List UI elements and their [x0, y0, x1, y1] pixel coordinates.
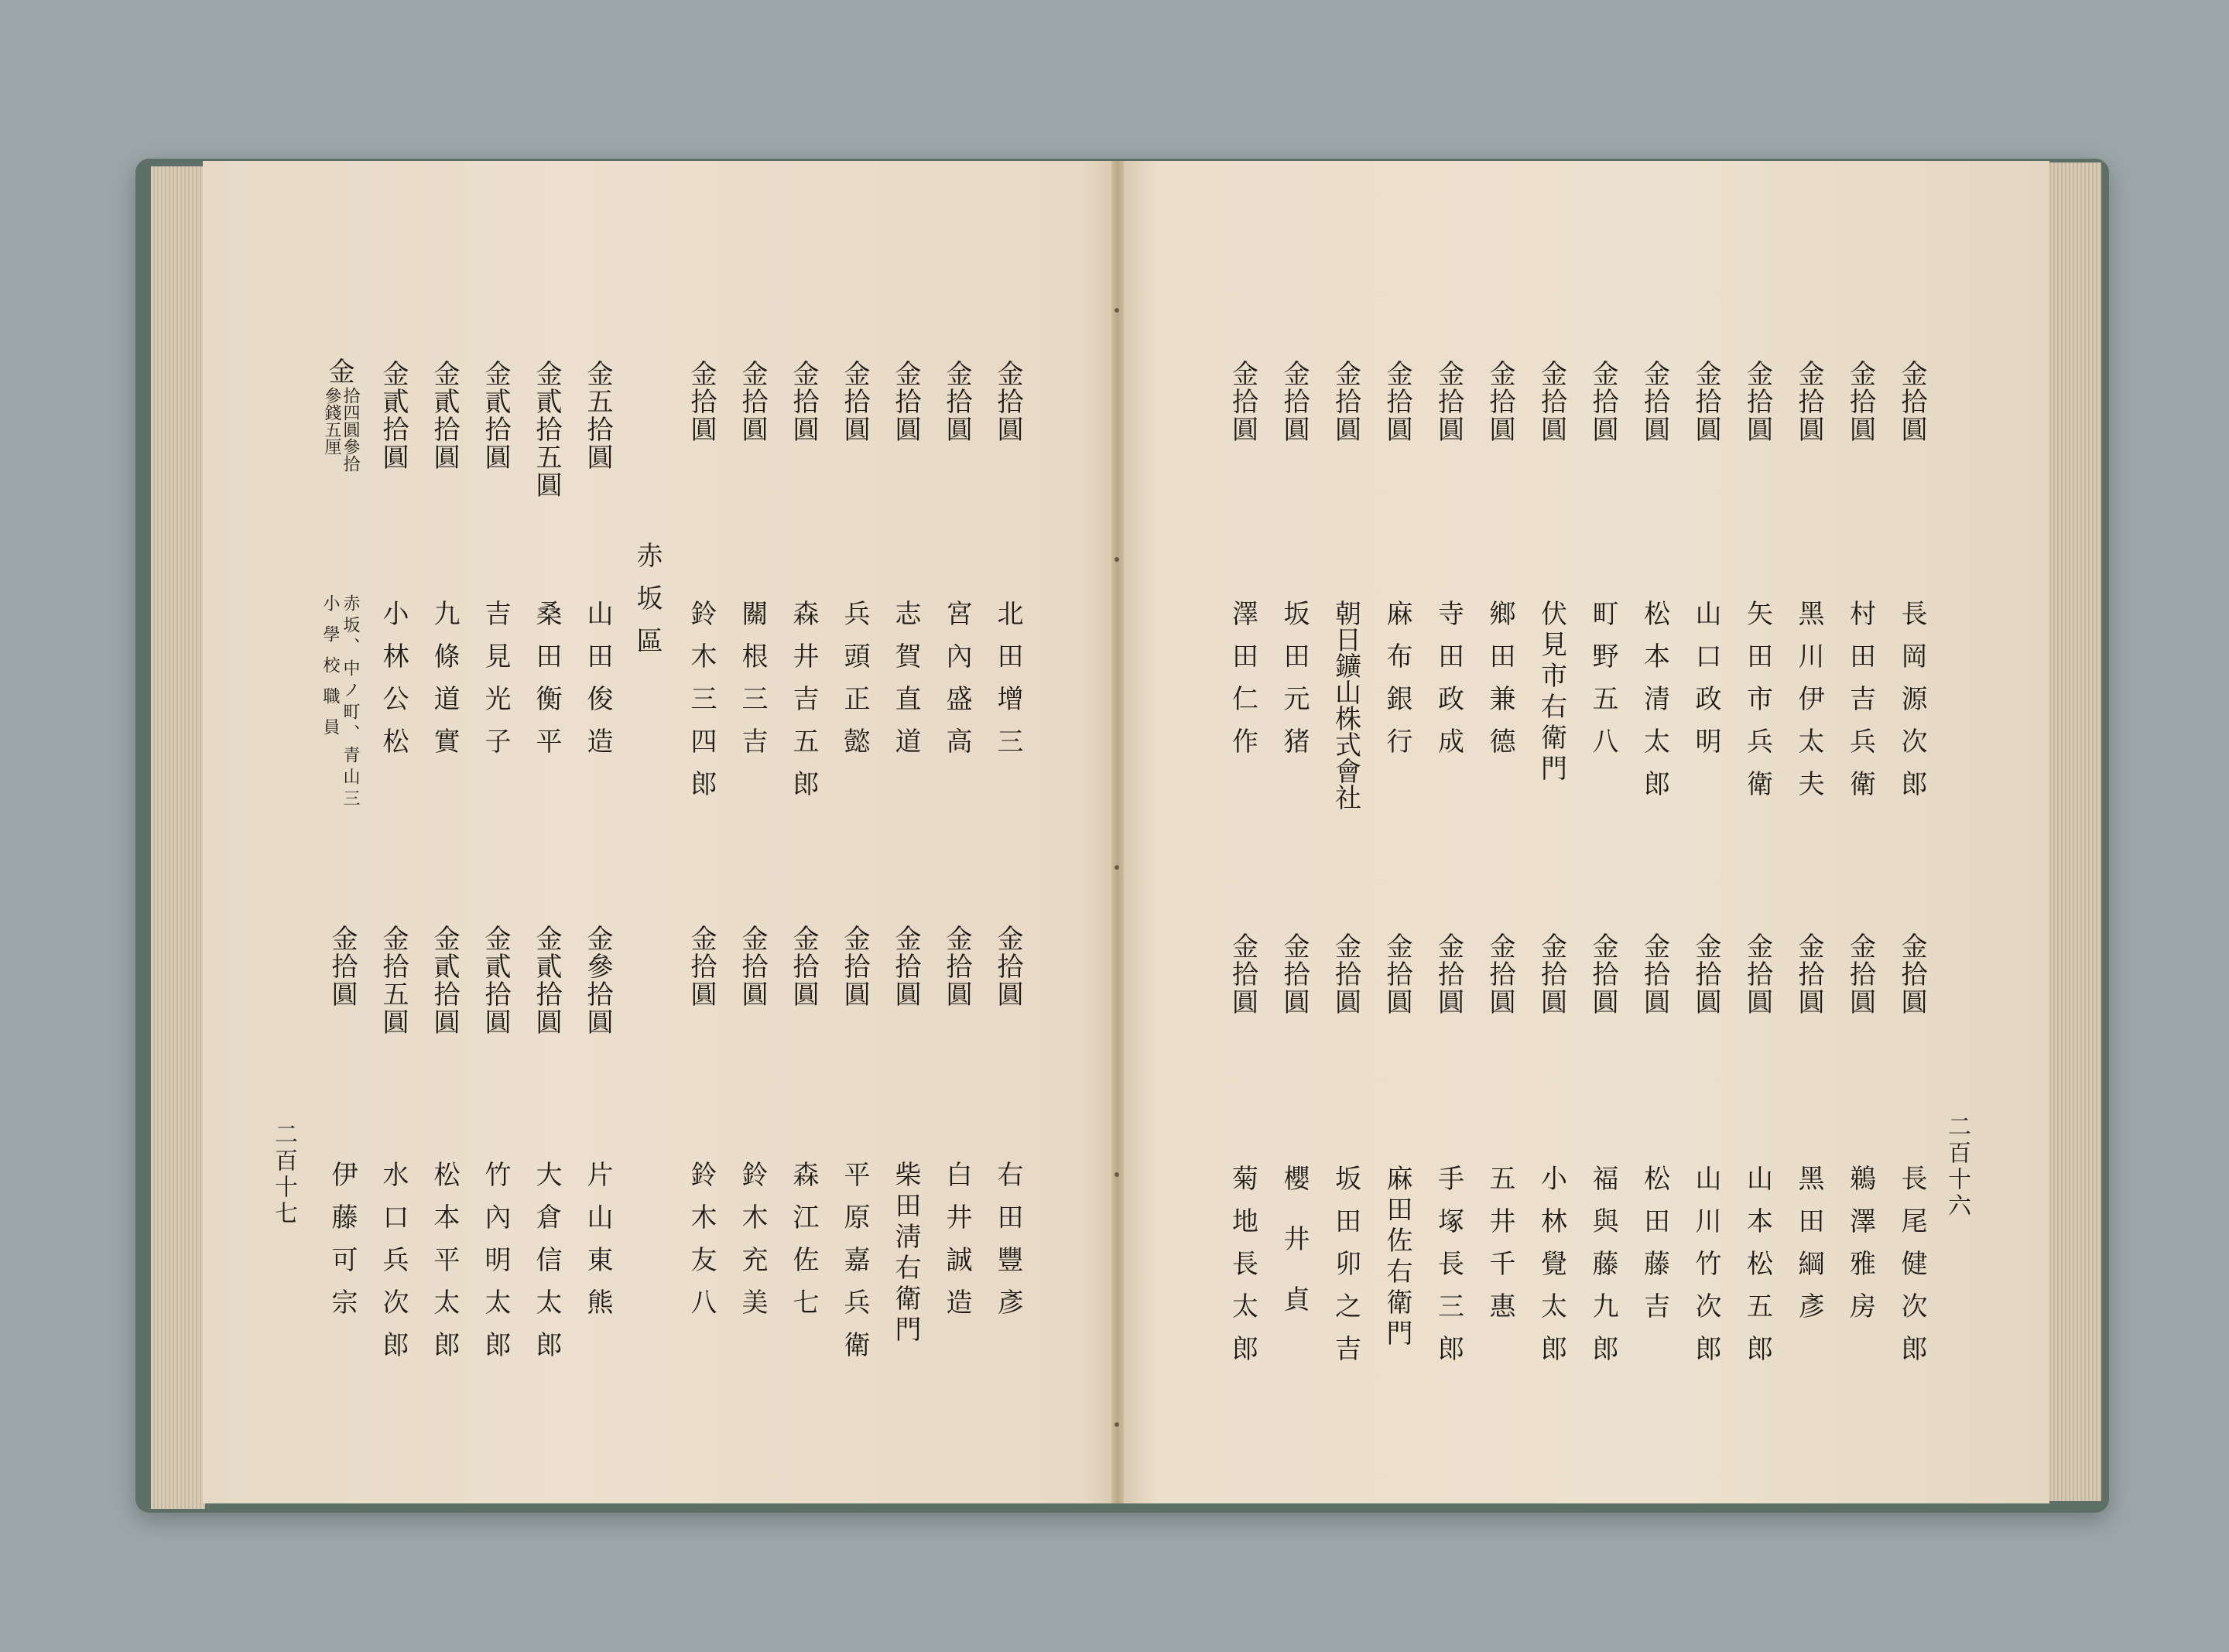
right-bottom-entry-amount: 金拾圓: [1330, 932, 1361, 1016]
right-bottom-entry-name: 五井千惠: [1484, 1165, 1515, 1335]
right-top-entry-amount: 金拾圓: [1330, 360, 1361, 443]
left-top-entry-amount: 金貳拾五圓: [531, 360, 562, 499]
binding-stitch: [1114, 557, 1119, 562]
page-edges-right: [2043, 162, 2101, 1501]
left-top-entry-amount: 金拾圓: [992, 360, 1023, 443]
right-top-entry-amount: 金拾圓: [1638, 360, 1670, 443]
right-top-entry-name: 村田吉兵衛: [1844, 600, 1876, 812]
left-top-entry-name: 鈴木三四郎: [686, 600, 717, 812]
right-bottom-entry-amount: 金拾圓: [1844, 932, 1876, 1016]
right-top-entry-name: 坂田元猪: [1279, 600, 1310, 770]
left-top-entry-amount: 金拾圓: [686, 360, 717, 443]
right-bottom-entry-amount: 金拾圓: [1382, 932, 1412, 1016]
left-bottom-entry-name: 竹內明太郎: [480, 1161, 511, 1373]
right-bottom-entry-amount: 金拾圓: [1896, 932, 1927, 1016]
left-bottom-entry-amount: 金參拾圓: [582, 925, 613, 1036]
left-top-entry-name: 小林公松: [378, 600, 409, 770]
left-bottom-entry-name: 白井誠造: [941, 1161, 972, 1331]
right-bottom-entry-amount: 金拾圓: [1587, 932, 1618, 1016]
left-bottom-entry-amount: 金拾圓: [737, 925, 768, 1008]
right-bottom-entry-name: 鵜澤雅房: [1844, 1165, 1876, 1335]
section-title: 赤坂區: [632, 542, 663, 669]
left-top-entry-amount: 金拾圓: [737, 360, 768, 443]
left-bottom-entry-name: 平原嘉兵衛: [839, 1161, 870, 1373]
right-bottom-entry-name: 菊地長太郎: [1227, 1165, 1258, 1377]
left-top-entry-name: 桑田衡平: [531, 600, 562, 770]
left-top-entry-name: 吉見光子: [480, 600, 511, 770]
right-top-entry-name: 長岡源次郎: [1896, 600, 1927, 812]
right-bottom-entry-name: 麻田佐右衛門: [1382, 1165, 1412, 1350]
left-bottom-entry-name: 伊藤可宗: [327, 1161, 358, 1331]
left-bottom-entry-amount: 金拾圓: [686, 925, 717, 1008]
left-top-entry-name: 森井吉五郎: [788, 600, 819, 812]
right-top-entry-amount: 金拾圓: [1484, 360, 1515, 443]
right-top-entry-name: 寺田政成: [1433, 600, 1464, 770]
right-top-entry-amount: 金拾圓: [1690, 360, 1721, 443]
right-top-entry-amount: 金拾圓: [1433, 360, 1464, 443]
right-bottom-entry-name: 長尾健次郎: [1896, 1165, 1927, 1377]
left-bottom-entry-amount: 金拾圓: [890, 925, 921, 1008]
left-top-entry-name: 九條道實: [429, 600, 460, 770]
right-top-entry-amount: 金拾圓: [1279, 360, 1310, 443]
right-bottom-entry-name: 松田藤吉: [1638, 1165, 1670, 1335]
page-number-left: 二百十七: [270, 1122, 297, 1227]
special-entry-amount-line2: 參錢五厘: [322, 387, 341, 455]
right-bottom-entry-name: 山川竹次郎: [1690, 1165, 1721, 1377]
left-top-entry-name: 關根三吉: [737, 600, 768, 770]
right-bottom-entry-amount: 金拾圓: [1433, 932, 1464, 1016]
right-top-entry-amount: 金拾圓: [1536, 360, 1567, 443]
left-bottom-entry-amount: 金拾圓: [839, 925, 870, 1008]
special-entry-amount-line1: 拾四圓參拾: [341, 387, 360, 472]
left-bottom-entry-amount: 金拾圓: [788, 925, 819, 1008]
right-top-entry-amount: 金拾圓: [1793, 360, 1824, 443]
right-bottom-entry-name: 黑田綱彥: [1793, 1165, 1824, 1335]
left-bottom-entry-amount: 金貳拾圓: [531, 925, 562, 1036]
binding-stitch: [1114, 1422, 1119, 1427]
right-top-entry-amount: 金拾圓: [1896, 360, 1927, 443]
right-bottom-entry-name: 坂田卯之吉: [1330, 1165, 1361, 1377]
left-top-entry-name: 北田增三: [992, 600, 1023, 770]
left-top-entry-name: 志賀直道: [890, 600, 921, 770]
right-bottom-entry-amount: 金拾圓: [1638, 932, 1670, 1016]
right-top-entry-name: 伏見市右衛門: [1536, 600, 1567, 785]
right-bottom-entry-amount: 金拾圓: [1690, 932, 1721, 1016]
right-bottom-entry-amount: 金拾圓: [1793, 932, 1824, 1016]
page-edges-left: [151, 166, 205, 1509]
special-entry-name-line2: 小學校職員: [320, 594, 340, 749]
left-top-entry-amount: 金貳拾圓: [429, 360, 460, 471]
right-top-entry-name: 鄉田兼德: [1484, 600, 1515, 770]
right-top-entry-name: 松本清太郎: [1638, 600, 1670, 812]
left-bottom-entry-name: 大倉信太郎: [531, 1161, 562, 1373]
right-bottom-entry-amount: 金拾圓: [1227, 932, 1258, 1016]
left-top-entry-amount: 金貳拾圓: [480, 360, 511, 471]
right-top-entry-name: 矢田市兵衛: [1741, 600, 1773, 812]
left-top-entry-amount: 金貳拾圓: [378, 360, 409, 471]
left-top-entry-amount: 金拾圓: [890, 360, 921, 443]
right-top-entry-name: 澤田仁作: [1227, 600, 1258, 770]
right-top-entry-amount: 金拾圓: [1382, 360, 1412, 443]
right-top-entry-name: 黑川伊太夫: [1793, 600, 1824, 812]
binding-stitch: [1114, 308, 1119, 313]
left-bottom-entry-amount: 金拾圓: [941, 925, 972, 1008]
left-bottom-entry-amount: 金貳拾圓: [429, 925, 460, 1036]
left-top-entry-amount: 金拾圓: [941, 360, 972, 443]
right-bottom-entry-name: 櫻井貞: [1279, 1165, 1310, 1346]
left-bottom-entry-amount: 金貳拾圓: [480, 925, 511, 1036]
left-bottom-entry-amount: 金拾圓: [992, 925, 1023, 1008]
right-bottom-entry-name: 福與藤九郎: [1587, 1165, 1618, 1377]
right-bottom-entry-name: 小林覺太郎: [1536, 1165, 1567, 1377]
binding-stitch: [1114, 865, 1119, 870]
page-number-right: 二百十六: [1943, 1114, 1970, 1219]
book-gutter: [1111, 161, 1124, 1503]
right-top-entry-name: 山口政明: [1690, 600, 1721, 770]
right-top-entry-name: 朝日鑛山株式會社: [1330, 600, 1361, 810]
left-top-entry-amount: 金拾圓: [788, 360, 819, 443]
right-top-entry-amount: 金拾圓: [1844, 360, 1876, 443]
left-top-entry-amount: 金五拾圓: [582, 360, 613, 471]
left-bottom-entry-name: 水口兵次郎: [378, 1161, 409, 1373]
left-top-entry-amount: 金拾圓: [839, 360, 870, 443]
left-bottom-entry-name: 鈴木充美: [737, 1161, 768, 1331]
left-bottom-entry-name: 鈴木友八: [686, 1161, 717, 1331]
right-bottom-entry-amount: 金拾圓: [1741, 932, 1773, 1016]
right-bottom-entry-amount: 金拾圓: [1484, 932, 1515, 1016]
left-bottom-entry-amount: 金拾五圓: [378, 925, 409, 1036]
right-bottom-entry-amount: 金拾圓: [1279, 932, 1310, 1016]
left-bottom-entry-amount: 金拾圓: [327, 925, 358, 1008]
left-bottom-entry-name: 右田豐彥: [992, 1161, 1023, 1331]
left-bottom-entry-name: 松本平太郎: [429, 1161, 460, 1373]
right-bottom-entry-amount: 金拾圓: [1536, 932, 1567, 1016]
left-bottom-entry-name: 柴田淸右衛門: [890, 1161, 921, 1346]
right-top-entry-name: 麻布銀行: [1382, 600, 1412, 770]
left-bottom-entry-name: 片山東熊: [582, 1161, 613, 1331]
right-top-entry-amount: 金拾圓: [1741, 360, 1773, 443]
left-bottom-entry-name: 森江佐七: [788, 1161, 819, 1331]
binding-stitch: [1114, 1172, 1119, 1177]
left-top-entry-name: 宮內盛高: [941, 600, 972, 770]
left-top-entry-name: 兵頭正懿: [839, 600, 870, 770]
left-top-entry-name: 山田俊造: [582, 600, 613, 770]
special-entry-prefix: 金: [324, 357, 354, 385]
right-top-entry-name: 町野五八: [1587, 600, 1618, 770]
special-entry-name-line1: 赤坂、中ノ町、青山三: [341, 594, 360, 811]
right-top-entry-amount: 金拾圓: [1227, 360, 1258, 443]
right-bottom-entry-name: 山本松五郎: [1741, 1165, 1773, 1377]
right-top-entry-amount: 金拾圓: [1587, 360, 1618, 443]
right-bottom-entry-name: 手塚長三郎: [1433, 1165, 1464, 1377]
